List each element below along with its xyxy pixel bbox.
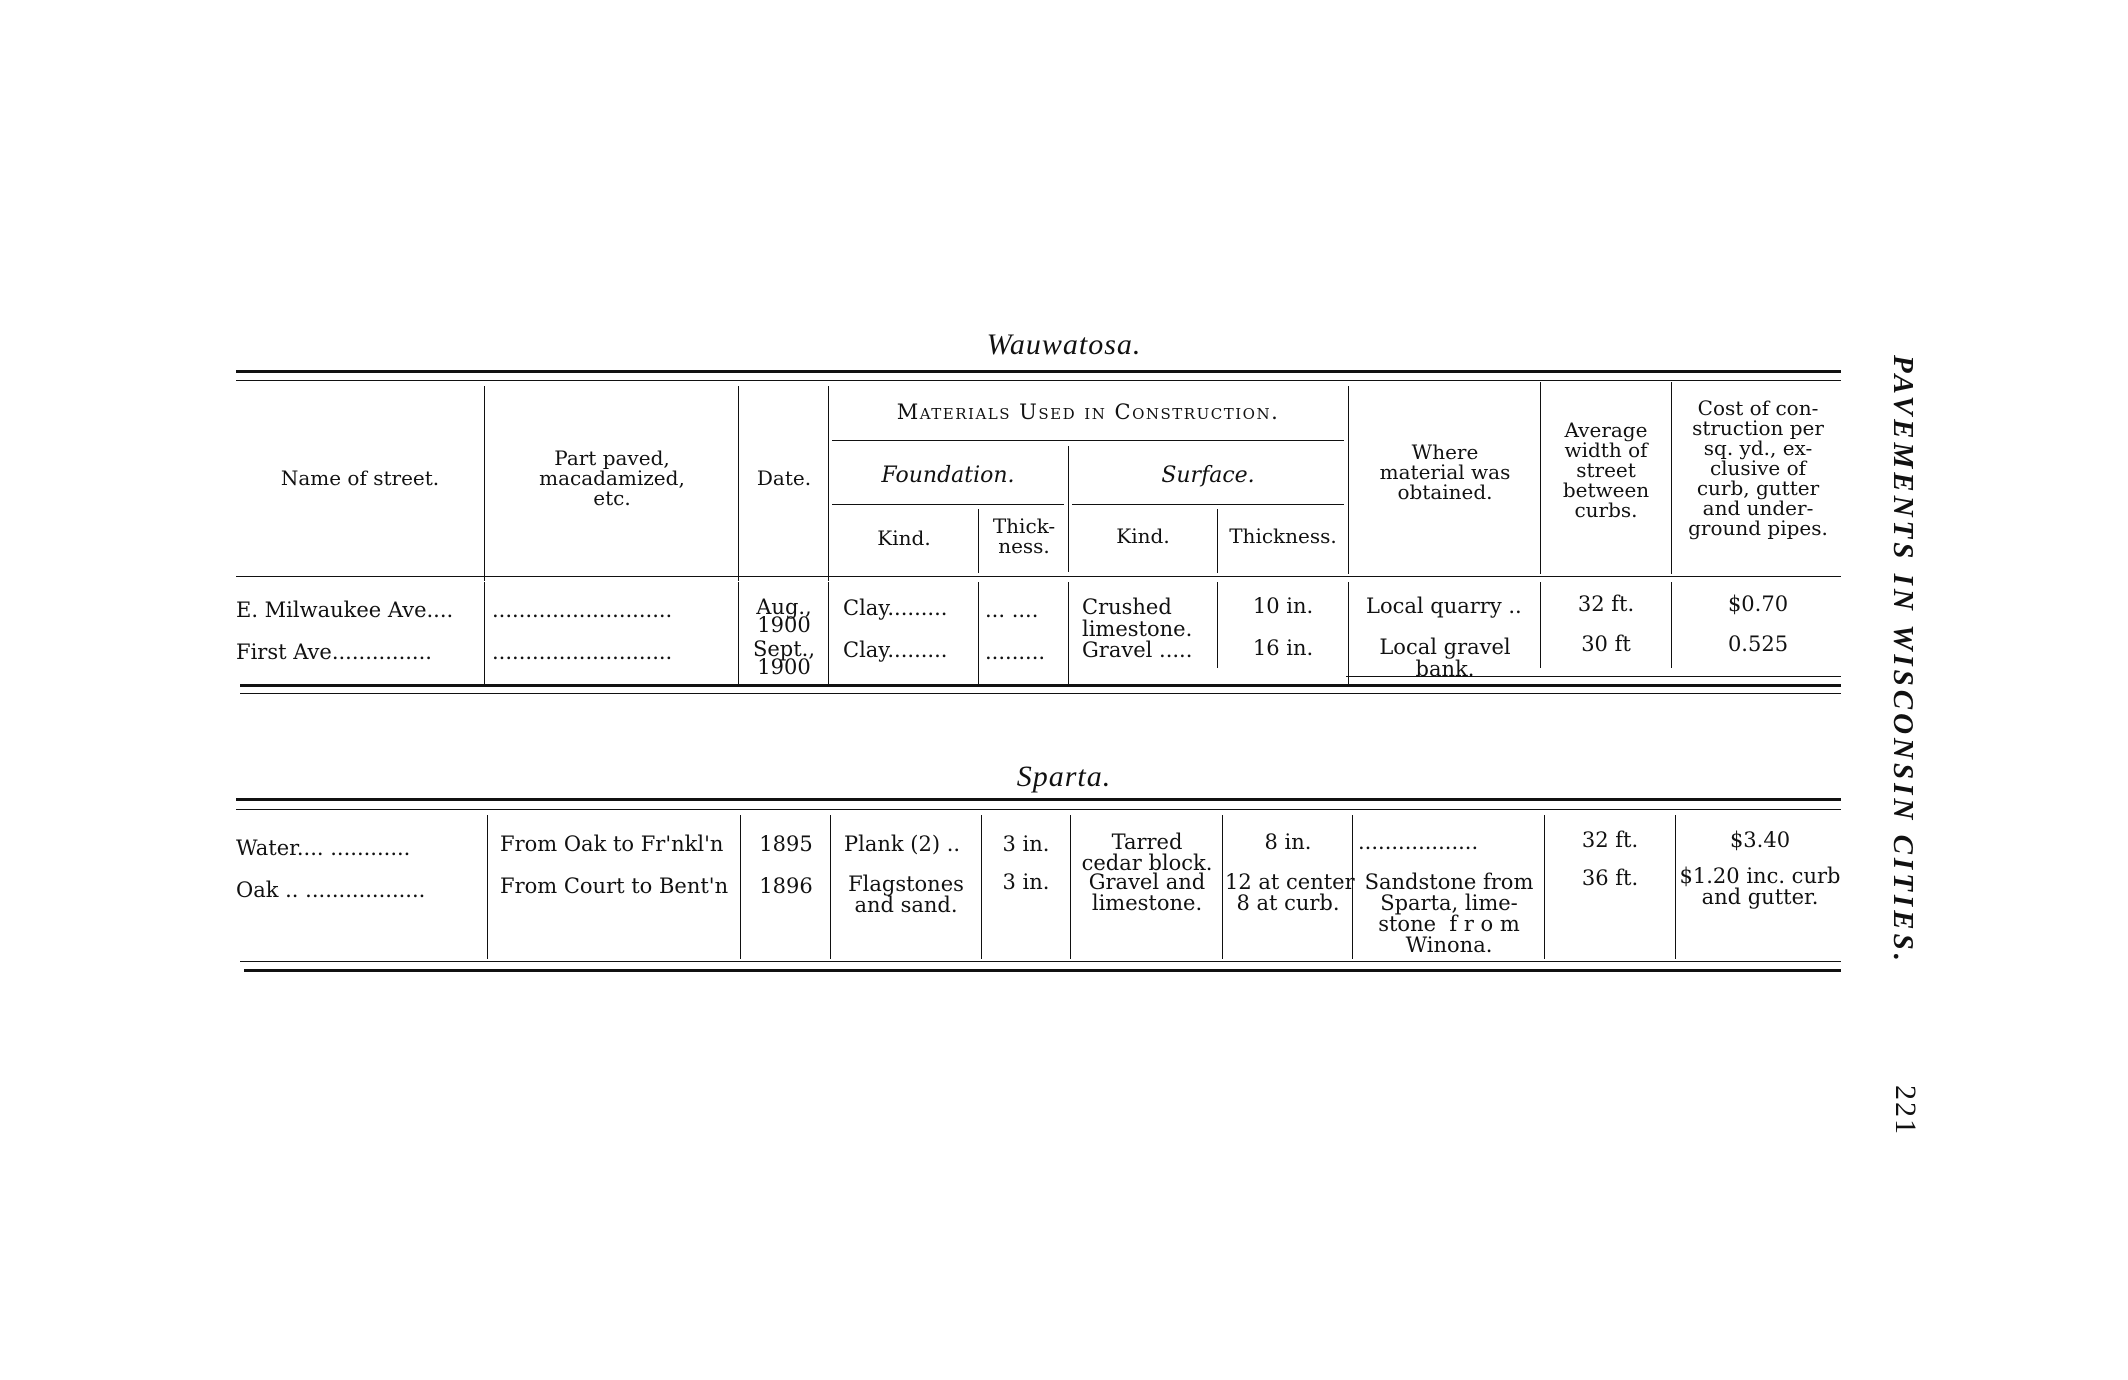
col-divider bbox=[828, 582, 829, 685]
table-top-rule bbox=[236, 798, 1841, 801]
col-divider bbox=[830, 815, 831, 959]
col-divider bbox=[484, 386, 485, 581]
header-where-obtained: Where material was obtained. bbox=[1379, 440, 1511, 504]
cell-surface-thickness: 16 in. bbox=[1252, 636, 1314, 660]
cell-surface-kind: Gravel and limestone. bbox=[1088, 870, 1206, 915]
foundation-rule bbox=[832, 504, 1064, 505]
cell-width: 30 ft bbox=[1581, 632, 1631, 656]
cell-width: 32 ft. bbox=[1581, 828, 1639, 852]
page-number: 221 bbox=[1889, 1085, 1922, 1136]
col-divider bbox=[828, 386, 829, 581]
cell-foundation-thickness: 3 in. bbox=[1002, 832, 1050, 856]
cell-foundation-kind: Clay......... bbox=[843, 596, 948, 620]
header-date: Date. bbox=[756, 466, 812, 490]
col-divider bbox=[740, 815, 741, 959]
cell-where: Sandstone from Sparta, lime- stone f r o m Winona. bbox=[1364, 870, 1534, 957]
col-divider bbox=[1217, 582, 1218, 668]
cell-street: Oak .. .................. bbox=[236, 878, 426, 902]
cell-width: 32 ft. bbox=[1577, 592, 1635, 616]
cell-foundation-thickness: ......... bbox=[985, 640, 1046, 664]
cell-surface-kind: Crushed limestone. bbox=[1082, 595, 1193, 641]
col-divider bbox=[487, 815, 488, 959]
col-divider bbox=[978, 582, 979, 685]
materials-rule bbox=[832, 440, 1344, 441]
col-divider bbox=[1222, 815, 1223, 959]
cell-street: Water.... ............ bbox=[236, 836, 411, 860]
cell-part-paved: From Court to Bent'n bbox=[500, 874, 729, 898]
table-bottom-rule-inner bbox=[240, 693, 1841, 694]
col-divider bbox=[1068, 446, 1069, 572]
table-top-rule bbox=[236, 370, 1841, 373]
cell-cost: $1.20 inc. curb and gutter. bbox=[1679, 864, 1841, 909]
col-divider bbox=[484, 582, 485, 685]
cell-date: 1895 bbox=[759, 832, 813, 856]
table-bottom-rule bbox=[240, 684, 1841, 687]
cell-part-paved: ........................... bbox=[492, 640, 673, 664]
header-part-paved: Part paved, macadamized, etc. bbox=[539, 446, 685, 510]
running-head: PAVEMENTS IN WISCONSIN CITIES. bbox=[1887, 355, 1919, 965]
cell-date: 1896 bbox=[759, 874, 813, 898]
cell-where: Local gravel bank. bbox=[1379, 635, 1511, 681]
col-divider bbox=[738, 386, 739, 581]
header-foundation: Foundation. bbox=[881, 463, 1015, 488]
col-divider bbox=[738, 582, 739, 685]
col-divider bbox=[1671, 382, 1672, 574]
cell-surface-kind: Tarred cedar block. bbox=[1081, 830, 1213, 875]
table-bottom-rule-upper bbox=[240, 961, 1841, 962]
section-title-sparta: Sparta. bbox=[1016, 760, 1112, 793]
header-cost: Cost of con- struction per sq. yd., ex- clusive of curb, gutter and under- ground pipes. bbox=[1688, 396, 1828, 540]
cell-foundation-thickness: 3 in. bbox=[1002, 870, 1050, 894]
header-surface-kind: Kind. bbox=[1116, 524, 1170, 548]
table-bottom-rule bbox=[244, 969, 1841, 972]
col-divider bbox=[1348, 386, 1349, 574]
col-divider bbox=[1675, 815, 1676, 959]
cell-street: E. Milwaukee Ave.... bbox=[236, 598, 454, 622]
table-top-rule-inner bbox=[236, 380, 1841, 381]
header-foundation-kind: Kind. bbox=[877, 526, 931, 550]
header-foundation-thickness: Thick- ness. bbox=[992, 514, 1056, 558]
col-divider bbox=[1540, 382, 1541, 574]
cell-foundation-kind: Plank (2) .. bbox=[844, 832, 961, 856]
cell-width: 36 ft. bbox=[1581, 866, 1639, 890]
cell-date: Aug., 1900 bbox=[756, 595, 812, 637]
section-title-wauwatosa: Wauwatosa. bbox=[986, 328, 1142, 361]
cell-part-paved: ........................... bbox=[492, 598, 673, 622]
table-bottom-rule-upper bbox=[1346, 676, 1841, 677]
header-materials-used: Materials Used in Construction. bbox=[896, 400, 1280, 424]
col-divider bbox=[1671, 582, 1672, 668]
surface-rule bbox=[1072, 504, 1344, 505]
col-divider bbox=[1544, 815, 1545, 959]
cell-where: .................. bbox=[1358, 830, 1479, 854]
col-divider bbox=[1217, 509, 1218, 573]
cell-surface-kind: Gravel ..... bbox=[1082, 638, 1193, 662]
header-average-width: Average width of street between curbs. bbox=[1562, 418, 1650, 522]
header-bottom-rule bbox=[236, 576, 1841, 577]
cell-cost: 0.525 bbox=[1727, 632, 1789, 656]
col-divider bbox=[978, 509, 979, 573]
cell-surface-thickness: 8 in. bbox=[1264, 830, 1312, 854]
cell-surface-thickness: 12 at center 8 at curb. bbox=[1225, 870, 1355, 915]
cell-cost: $3.40 bbox=[1729, 828, 1791, 852]
cell-cost: $0.70 bbox=[1727, 592, 1789, 616]
cell-street: First Ave............... bbox=[236, 640, 432, 664]
cell-date: Sept., 1900 bbox=[752, 637, 816, 679]
col-divider bbox=[1070, 815, 1071, 959]
col-divider bbox=[981, 815, 982, 959]
header-surface: Surface. bbox=[1161, 463, 1255, 488]
header-surface-thickness: Thickness. bbox=[1229, 524, 1337, 548]
col-divider bbox=[1068, 582, 1069, 685]
cell-foundation-kind: Clay......... bbox=[843, 638, 948, 662]
cell-where: Local quarry .. bbox=[1366, 594, 1522, 618]
header-name-of-street: Name of street. bbox=[280, 466, 440, 490]
cell-part-paved: From Oak to Fr'nkl'n bbox=[500, 832, 724, 856]
col-divider bbox=[1348, 582, 1349, 685]
cell-surface-thickness: 10 in. bbox=[1252, 594, 1314, 618]
col-divider bbox=[1540, 582, 1541, 668]
table-top-rule-inner bbox=[236, 809, 1841, 810]
cell-foundation-thickness: ... .... bbox=[985, 598, 1039, 622]
cell-foundation-kind: Flagstones and sand. bbox=[848, 872, 964, 917]
